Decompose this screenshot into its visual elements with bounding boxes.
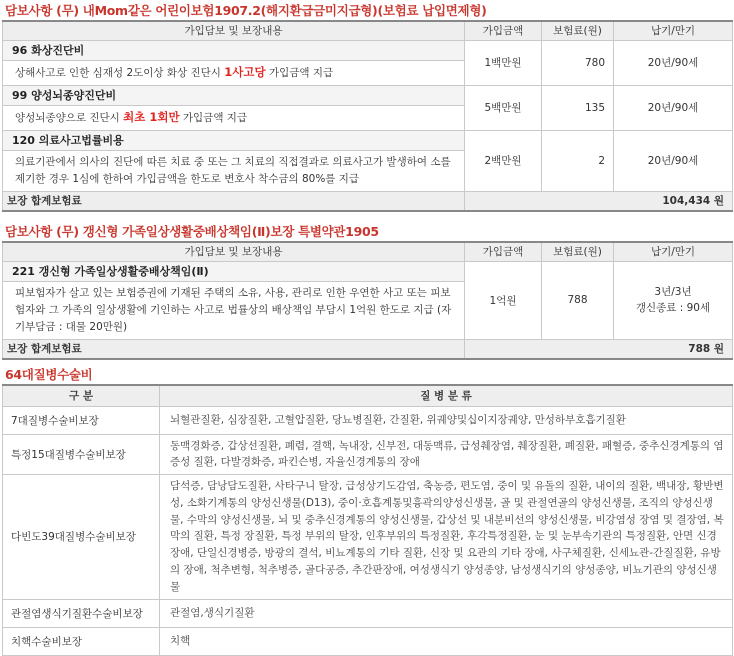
total-value: 788 원 bbox=[465, 339, 733, 359]
table-row bbox=[3, 261, 733, 281]
table-row bbox=[3, 475, 733, 600]
category-cell: 특정15대질병수술비보장 bbox=[3, 434, 160, 475]
item-title: 96 화상진단비 bbox=[3, 40, 465, 60]
header-premium: 보험료(원) bbox=[542, 242, 614, 261]
item-description bbox=[3, 60, 465, 85]
section1-title: 담보사항 (무) 내Mom같은 어린이보험1907.2(해지환급금미지급형)(보험료 납입면제형) bbox=[5, 3, 487, 18]
section1-table bbox=[2, 20, 733, 212]
header-coverage: 가입담보 및 보장내용 bbox=[3, 21, 465, 40]
item-amount: 2백만원 bbox=[465, 130, 542, 191]
header-period: 납기/만기 bbox=[614, 21, 733, 40]
section2-table bbox=[2, 241, 733, 360]
section3-table bbox=[2, 384, 733, 656]
table-row bbox=[3, 40, 733, 60]
desc-text: 가입금액 지급 bbox=[265, 66, 334, 79]
category-cell: 관절염생식기질환수술비보장 bbox=[3, 599, 160, 627]
total-row bbox=[3, 339, 733, 359]
item-amount: 1억원 bbox=[465, 261, 542, 339]
item-period: 20년/90세 bbox=[614, 40, 733, 85]
desc-highlight: 최초 1회만 bbox=[123, 109, 180, 124]
table-row bbox=[3, 599, 733, 627]
section3-title: 64대질병수술비 bbox=[5, 367, 93, 382]
desc-text: 양성뇌종양으로 진단시 bbox=[15, 111, 124, 124]
item-period bbox=[614, 261, 733, 339]
desc-highlight: 1사고당 bbox=[224, 64, 266, 79]
category-cell: 다빈도39대질병수술비보장 bbox=[3, 475, 160, 600]
header-coverage: 가입담보 및 보장내용 bbox=[3, 242, 465, 261]
disease-cell: 치핵 bbox=[160, 627, 733, 655]
item-amount: 5백만원 bbox=[465, 85, 542, 130]
total-label: 보장 합계보험료 bbox=[3, 339, 465, 359]
item-premium: 135 bbox=[542, 85, 614, 130]
disease-cell: 관절염,생식기질환 bbox=[160, 599, 733, 627]
disease-cell: 담석증, 담낭담도질환, 사타구니 탈장, 급성상기도감염, 축농증, 편도염, 중이 및 유돌의 질환, 내이의 질환, 백내장, 황반변성, 소화기계통의 양성신생물(D13), 중이·호흡계통및흉곽의양성신생물, 골 및 관절연골의 양성신생물, 조직의 양성신생물, 수막의 양성신생물, 뇌 및 중추신경계통의 양성신생물, 갑상선 및 내분비선의 양성신생물, 비강염성 장염 및 결장염, 복막의 질환, 특정 장질환, 특정 부위의 탈장, 인후부위의 특정질환, 후각특정질환, 눈 및 눈부속기관의 특정질환, 안면 신경장애, 단일신경병증, 방광의 결석, 비뇨계통의 기타 질환, 신장 및 요관의 기타 장애, 사구체질환, 신세뇨관-간질질환, 유방의 장애, 척추변형, 척추병증, 골다공증, 추간판장애, 여성생식기 양성종양, 남성생식기의 양성종양, 비뇨기관의 양성신생물 bbox=[160, 475, 733, 600]
header-category: 구 분 bbox=[3, 385, 160, 406]
item-title: 120 의료사고법률비용 bbox=[3, 130, 465, 150]
table-row bbox=[3, 406, 733, 434]
item-period: 20년/90세 bbox=[614, 85, 733, 130]
header-period: 납기/만기 bbox=[614, 242, 733, 261]
header-amount: 가입금액 bbox=[465, 21, 542, 40]
item-title: 99 양성뇌종양진단비 bbox=[3, 85, 465, 105]
item-premium: 788 bbox=[542, 261, 614, 339]
period-line: 갱신종료 : 90세 bbox=[635, 302, 711, 314]
item-amount: 1백만원 bbox=[465, 40, 542, 85]
table-row bbox=[3, 130, 733, 150]
item-period: 20년/90세 bbox=[614, 130, 733, 191]
item-title: 221 갱신형 가족일상생활중배상책임(Ⅱ) bbox=[3, 261, 465, 281]
total-value: 104,434 원 bbox=[465, 191, 733, 211]
category-cell: 치핵수술비보장 bbox=[3, 627, 160, 655]
table-row bbox=[3, 627, 733, 655]
category-cell: 7대질병수술비보장 bbox=[3, 406, 160, 434]
item-description bbox=[3, 105, 465, 130]
item-description: 의료기관에서 의사의 진단에 따른 치료 중 또는 그 치료의 직접결과로 의료사고가 발생하여 소를 제기한 경우 1심에 한하여 가입금액을 한도로 변호사 착수금의 80%를 지급 bbox=[3, 150, 465, 191]
header-disease-class: 질 병 분 류 bbox=[160, 385, 733, 406]
coverage-document bbox=[0, 1, 734, 648]
table-row bbox=[3, 434, 733, 475]
total-label: 보장 합계보험료 bbox=[3, 191, 465, 211]
disease-cell: 뇌혈관질환, 심장질환, 고혈압질환, 당뇨병질환, 간질환, 위궤양및십이지장궤양, 만성하부호흡기질환 bbox=[160, 406, 733, 434]
header-amount: 가입금액 bbox=[465, 242, 542, 261]
header-premium: 보험료(원) bbox=[542, 21, 614, 40]
total-row bbox=[3, 191, 733, 211]
table-row bbox=[3, 85, 733, 105]
item-premium: 780 bbox=[542, 40, 614, 85]
desc-text: 상해사고로 인한 심재성 2도이상 화상 진단시 bbox=[15, 66, 225, 79]
disease-cell: 동맥경화증, 갑상선질환, 폐렴, 결핵, 녹내장, 신부전, 대동맥류, 급성췌장염, 췌장질환, 폐질환, 패혈증, 중추신경계통의 염증성 질환, 다발경화증, 파킨슨병, 자율신경계통의 장애 bbox=[160, 434, 733, 475]
item-description: 피보험자가 살고 있는 보험증권에 기재된 주택의 소유, 사용, 관리로 인한 우연한 사고 또는 피보험자와 그 가족의 일상생활에 기인하는 사고로 법률상의 배상책임 부담시 1억원 한도로 지급 (자기부담금 : 대물 20만원) bbox=[3, 281, 465, 339]
desc-text: 가입금액 지급 bbox=[179, 111, 248, 124]
period-line: 3년/3년 bbox=[654, 286, 692, 298]
item-premium: 2 bbox=[542, 130, 614, 191]
section2-title: 담보사항 (무) 갱신형 가족일상생활중배상책임(Ⅱ)보장 특별약관1905 bbox=[5, 224, 379, 239]
